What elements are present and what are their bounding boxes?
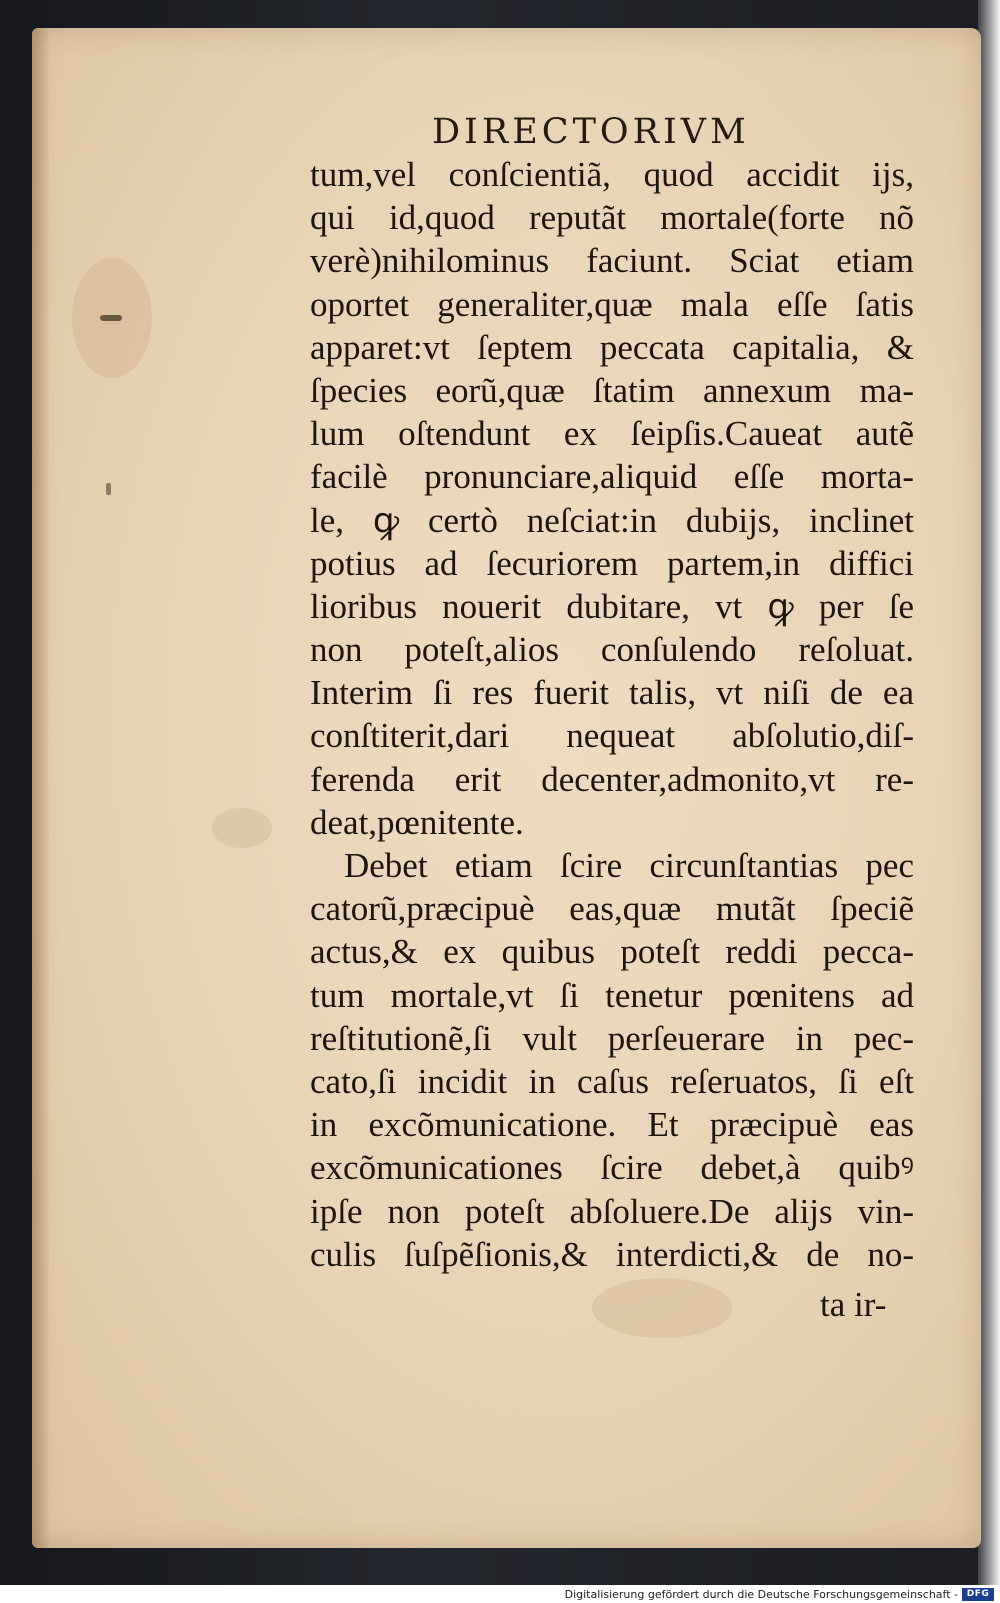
body-text (310, 153, 914, 1276)
text-line: verè)nihilominus faciunt. Sciat etiam (310, 241, 914, 281)
running-head: DIRECTORIVM (432, 112, 750, 152)
text-line: ipſe non poteſt abſoluere.De alijs vin- (310, 1191, 914, 1231)
text-line: deat,pœnitente. (310, 802, 524, 842)
margin-ink-mark (106, 483, 111, 495)
margin-ink-mark (100, 315, 122, 321)
text-line: qui id,quod reputãt mortale(forte nõ (310, 198, 914, 238)
text-line: ſpecies eorũ,quæ ſtatim annexum ma- (310, 370, 914, 410)
page-spine-shadow (32, 28, 50, 1548)
text-line: apparet:vt ſeptem peccata capitalia, & (310, 327, 914, 367)
paragraph-first-line: Debet etiam ſcire circunſtantias pec (344, 846, 914, 885)
text-line: catorũ,præcipuè eas,quæ mutãt ſpeciẽ (310, 889, 914, 929)
digitization-footer (0, 1585, 1000, 1603)
text-line: tum,vel conſcientiã, quod accidit ijs, (310, 155, 914, 194)
text-line: ferenda erit decenter,admonito,vt re- (310, 759, 914, 799)
text-line: lum oſtendunt ex ſeipſis.Caueat autẽ (310, 414, 914, 454)
text-line: excõmunicationes ſcire debet,à quibꝰ (310, 1148, 914, 1188)
text-line: facilè pronunciare,aliquid eſſe morta- (310, 457, 914, 497)
text-line: le, ꝙ certò neſciat:in dubijs, inclinet (310, 500, 914, 540)
text-line: actus,& ex quibus poteſt reddi pecca- (310, 932, 914, 972)
paper-stain (592, 1278, 732, 1338)
text-line: in excõmunicatione. Et præcipuè eas (310, 1105, 914, 1145)
text-line: reſtitutionẽ,ſi vult perſeuerare in pec- (310, 1018, 914, 1058)
text-line: non poteſt,alios conſulendo reſoluat. (310, 630, 914, 670)
text-line: potius ad ſecuriorem partem,in diffici (310, 543, 914, 583)
page-edge-stack (978, 0, 1000, 1585)
text-line: oportet generaliter,quæ mala eſſe ſatis (310, 284, 914, 324)
text-line: Interim ſi res fuerit talis, vt niſi de ea (310, 673, 914, 713)
dfg-logo-icon: DFG (962, 1588, 994, 1601)
footer-credit-text: Digitalisierung gefördert durch die Deutsche Forschungsgemeinschaft - (564, 1588, 958, 1601)
text-line: tum mortale,vt ſi tenetur pœnitens ad (310, 975, 914, 1015)
text-line: culis ſuſpẽſionis,& interdicti,& de no- (310, 1234, 914, 1274)
catchword: ta ir- (820, 1285, 887, 1324)
text-line: cato,ſi incidit in caſus reſeruatos, ſi eſt (310, 1061, 914, 1101)
text-line: lioribus nouerit dubitare, vt ꝙ per ſe (310, 586, 914, 626)
paper-stain (212, 808, 272, 848)
text-line: conſtiterit,dari nequeat abſolutio,diſ- (310, 716, 914, 756)
